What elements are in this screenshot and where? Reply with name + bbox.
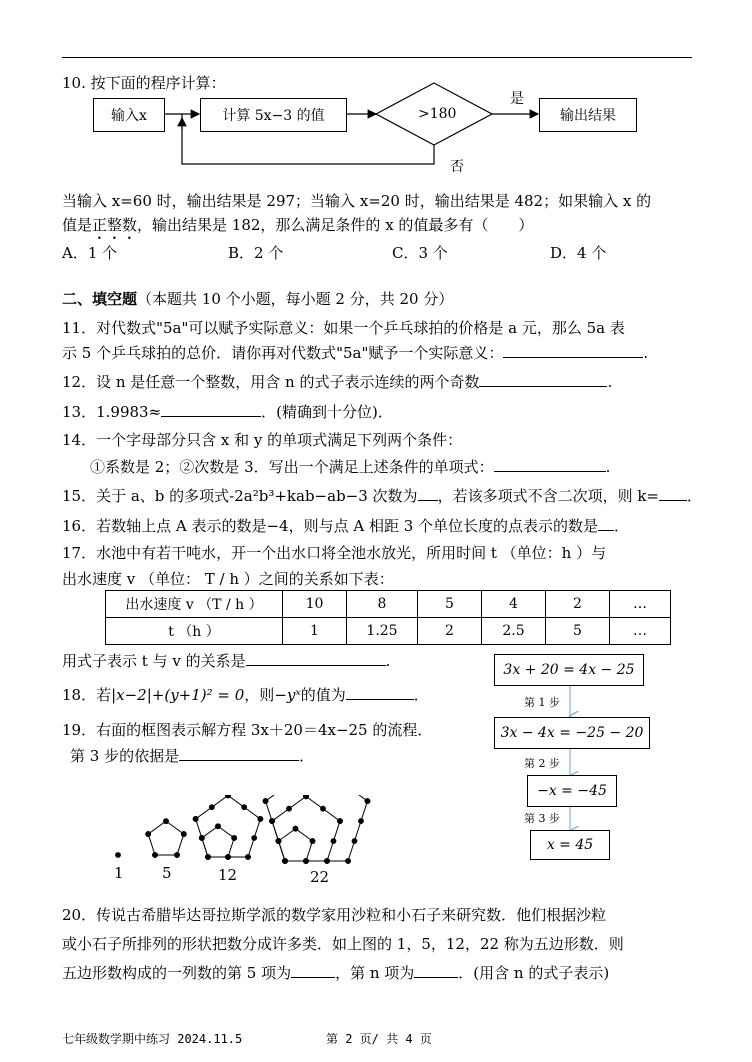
flow-input-box: 输入x bbox=[93, 98, 165, 132]
q19-step2-label: 第 2 步 bbox=[524, 757, 560, 770]
q16-line: 16．若数轴上点 A 表示的数是−4，则与点 A 相距 3 个单位长度的点表示的数是 ． bbox=[62, 517, 630, 535]
q10-text2: 值是正整数，输出结果是 182，那么满足条件的 x 的值最多有（ ） bbox=[62, 216, 534, 234]
table-row bbox=[106, 591, 671, 618]
q20-line3: 五边形数构成的一列数的第 5 项为 ，第 n 项为 ．(用含 n 的式子表示) bbox=[62, 964, 610, 982]
table-row bbox=[106, 618, 671, 645]
table-cell: 出水速度 v （T / h ） bbox=[106, 591, 283, 618]
q19-line1: 19．右面的框图表示解方程 3x＋20＝4x−25 的流程． bbox=[62, 721, 433, 739]
q18-line: 18．若|x−2|+(y+1)² = 0，则−yˣ的值为 ． bbox=[62, 686, 429, 704]
q11-line2: 示 5 个乒乓球拍的总价．请你再对代数式"5a"赋予一个实际意义： . bbox=[62, 344, 649, 362]
q19-step3-box: x = 45 bbox=[530, 830, 610, 860]
q10-option-d: D．4 个 bbox=[550, 244, 607, 262]
q20-term5-blank bbox=[291, 963, 335, 978]
q18-answer-blank bbox=[346, 685, 414, 700]
q20-line2: 或小石子所排列的形状把数分成许多类．如上图的 1，5，12，22 称为五边形数．则 bbox=[62, 935, 624, 953]
q10-title: 10. 按下面的程序计算： bbox=[62, 74, 226, 92]
q10-text1: 当输入 x=60 时，输出结果是 297；当输入 x=20 时，输出结果是 482；如果输入 x 的 bbox=[62, 192, 652, 210]
q19-step1-box: 3x − 4x = −25 − 20 bbox=[494, 717, 650, 749]
flow-output-box: 输出结果 bbox=[539, 98, 637, 132]
q12-line: 12．设 n 是任意一个整数，用含 n 的式子表示连续的两个奇数 . bbox=[62, 373, 613, 391]
q11-answer-blank bbox=[503, 343, 643, 358]
q15-line: 15．关于 a、b 的多项式-2a²b³+kab−ab−3 次数为 ，若该多项式不含二次项，则 k= ． bbox=[62, 487, 703, 505]
q17-table bbox=[105, 590, 671, 645]
table-cell: 2.5 bbox=[482, 618, 546, 645]
q19-step2-box: −x = −45 bbox=[527, 775, 617, 807]
table-cell: 8 bbox=[347, 591, 418, 618]
q11-line1: 11．对代数式"5a"可以赋予实际意义：如果一个乒乓球拍的价格是 a 元，那么 5a 表 bbox=[62, 319, 625, 337]
q10-option-b: B．2 个 bbox=[228, 244, 284, 262]
q17-line2: 出水速度 v （单位： T / h ）之间的关系如下表： bbox=[62, 570, 394, 588]
flow-no-label: 否 bbox=[450, 159, 464, 175]
flow-compute-box: 计算 5x−3 的值 bbox=[200, 98, 347, 132]
q19-answer-blank bbox=[179, 746, 299, 761]
emphasis-positive-integer: 正整数 bbox=[92, 216, 138, 234]
q16-answer-blank bbox=[598, 516, 614, 531]
q17-line1: 17．水池中有若干吨水，开一个出水口将全池水放光，所用时间 t （单位：h ）与 bbox=[62, 544, 607, 562]
table-cell: 10 bbox=[283, 591, 347, 618]
table-cell: 1.25 bbox=[347, 618, 418, 645]
section2-heading: 二、填空题（本题共 10 个小题，每小题 2 分，共 20 分） bbox=[62, 290, 454, 308]
pentagonal-numbers-figure bbox=[100, 795, 400, 885]
q10-option-c: C．3 个 bbox=[392, 244, 448, 262]
q14-line2: ①系数是 2；②次数是 3．写出一个满足上述条件的单项式： . bbox=[90, 458, 611, 476]
q14-line1: 14．一个字母部分只含 x 和 y 的单项式满足下列两个条件： bbox=[62, 431, 463, 449]
table-cell: … bbox=[610, 591, 671, 618]
pentagon-label-5: 5 bbox=[162, 864, 172, 882]
q13-line: 13．1.9983≈ ．(精确到十分位)． bbox=[62, 403, 393, 421]
q12-answer-blank bbox=[479, 372, 607, 387]
footer-left: 七年级数学期中练习 2024.11.5 bbox=[62, 1032, 243, 1046]
table-cell: t （h ） bbox=[106, 618, 283, 645]
table-cell: 2 bbox=[418, 618, 482, 645]
q19-step3-label: 第 3 步 bbox=[524, 812, 560, 825]
footer-page: 第 2 页/ 共 4 页 bbox=[326, 1032, 432, 1046]
q17-line3: 用式子表示 t 与 v 的关系是 . bbox=[62, 652, 391, 670]
table-cell: 2 bbox=[546, 591, 610, 618]
pentagon-label-1: 1 bbox=[114, 864, 124, 882]
pentagon-label-12: 12 bbox=[218, 866, 238, 884]
table-cell: … bbox=[610, 618, 671, 645]
table-cell: 5 bbox=[546, 618, 610, 645]
q19-step1-label: 第 1 步 bbox=[524, 696, 560, 709]
table-cell: 1 bbox=[283, 618, 347, 645]
q17-answer-blank bbox=[246, 651, 386, 666]
table-cell: 4 bbox=[482, 591, 546, 618]
q19-step0-box: 3x + 20 = 4x − 25 bbox=[494, 654, 644, 686]
pentagon-label-22: 22 bbox=[310, 868, 330, 886]
q20-termn-blank bbox=[414, 963, 458, 978]
flow-yes-label: 是 bbox=[510, 91, 524, 107]
flow-decision-label: >180 bbox=[418, 106, 457, 122]
q15-degree-blank bbox=[418, 486, 438, 501]
q13-answer-blank bbox=[161, 402, 261, 417]
q10-option-a: A．1 个 bbox=[62, 244, 118, 262]
q15-k-blank bbox=[659, 486, 687, 501]
q20-line1: 20．传说古希腊毕达哥拉斯学派的数学家用沙粒和小石子来研究数．他们根据沙粒 bbox=[62, 906, 607, 924]
q19-line2: 第 3 步的依据是 ． bbox=[70, 747, 315, 765]
q14-answer-blank bbox=[494, 457, 606, 472]
table-cell: 5 bbox=[418, 591, 482, 618]
